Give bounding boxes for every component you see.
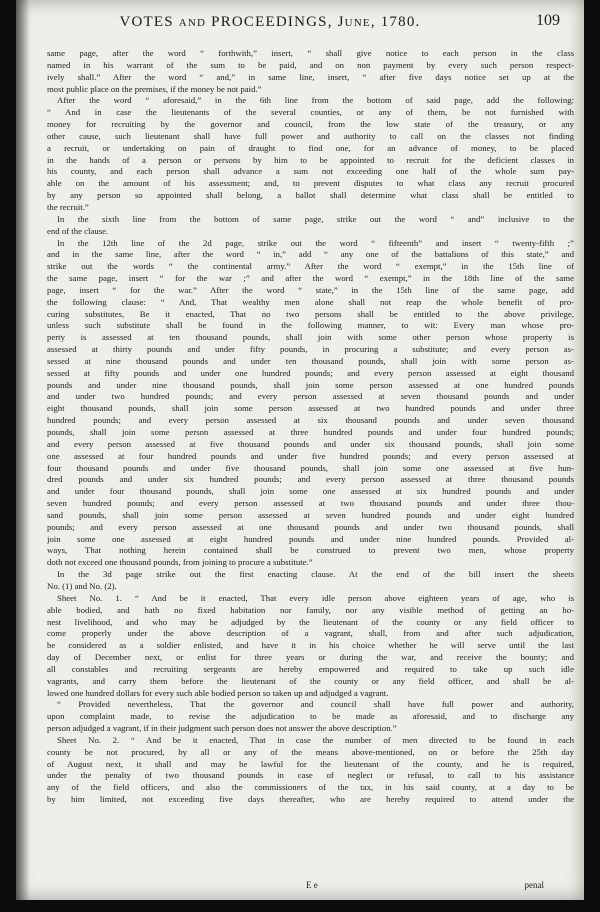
binding-shadow — [16, 0, 30, 900]
text-line: other cause, such lieutenant shall have full power and authority to call on the classes not finding — [47, 130, 574, 141]
text-line: pounds and under nine thousand pounds, shall join some person assessed at one hundred pounds — [47, 379, 574, 390]
text-line: Sheet No. 1. “ And be it enacted, That every idle person above eighteen years of age, who is — [57, 592, 574, 603]
text-line: “ And in case the lieutenants of the several counties, or any of them, be not furnished with — [47, 107, 574, 118]
text-line: curing substitutes, Be it enacted, That no two persons shall be entitled to the above privilege, — [47, 308, 574, 319]
text-line: by any person so appointed shall belong, a ballot shall determine what class shall be entitled to — [47, 190, 574, 201]
text-line: dred pounds and under six hundred pounds; and every person assessed at three thousand pounds — [47, 474, 574, 485]
text-line: nest livelihood, and who may be adjudged by the lieutenant of the county or any field officer to — [47, 616, 574, 627]
text-line: In the 12th line of the 2d page, strike out the word “ fifteenth” and insert “ twenty-fifth ;” — [57, 237, 574, 248]
page-number: 109 — [536, 12, 560, 29]
text-line: most public place on the premises, if the money be not paid.” — [47, 83, 262, 94]
text-line: day of December next, or enlist for three years or during the war, and receive the bounty; and — [47, 652, 574, 663]
text-line: vagrants, and carry them before the lieutenant of the county or any field officer, and shall be al- — [47, 675, 574, 686]
text-line: After the word “ aforesaid,” in the 6th line from the bottom of said page, add the following: — [57, 95, 574, 106]
text-line: able on the amount of his assessment; and, to prevent disputes to what class any recruit procured — [47, 178, 574, 189]
text-line: upon complaint made, to revise the adjudication to be made as aforesaid, and to discharge any — [47, 711, 574, 722]
text-line: able bodied, and hath no fixed habitation nor family, nor any visible method of getting an ho- — [47, 604, 574, 615]
text-line: same page, after the word “ forthwith,” insert, “ shall give notice to each person in the class — [47, 48, 574, 58]
text-line: In the 3d page strike out the first enacting clause. At the end of the bill insert the sheets — [57, 569, 574, 580]
text-line: by him limited, not exceeding five days thereafter, who are hereby required to attend under the — [47, 794, 574, 805]
text-line: any of the field officers, and also the commissioners of the tax, in his said county, at a day to be — [47, 782, 574, 793]
text-line: sessed at fifty pounds and under one hundred pounds; and every person assessed at eight thousand — [47, 367, 574, 378]
text-line: and under two hundred pounds; and every person assessed at seven thousand pounds and under — [47, 391, 574, 402]
text-line: his county, and each person shall advance a sum not exceeding one half of the whole sum pay- — [47, 166, 574, 177]
running-head: VOTES and PROCEEDINGS, June, 1780. — [119, 14, 421, 30]
text-line: four thousand pounds and under five thousand pounds, shall join some one assessed at five hun- — [47, 462, 574, 473]
text-line: a recruit, or undertaking on pain of draught to find one, for an advance of money, to be placed — [47, 142, 574, 153]
text-line: in the hands of a person or persons by him to be appointed to recruit for the deficient classes in — [47, 154, 574, 165]
text-line: under the penalty of two thousand pounds in case of neglect or refusal, to call to his assistance — [47, 770, 574, 781]
text-line: hundred pounds; and every person assessed at six thousand pounds and under seven thousand — [47, 415, 574, 426]
text-line: person adjudged a vagrant, if in their judgment such person does not answer the above description.” — [47, 723, 397, 734]
text-line: eight thousand pounds, shall join some person assessed at two hundred pounds and under three — [47, 403, 574, 414]
text-line: pounds; and every person assessed at one thousand pounds and under two thousand pounds, shall — [47, 521, 574, 532]
text-line: named in his warrant of the sum to be paid, and on non payment by every such person respect- — [47, 59, 574, 70]
text-line: all constables and recruiting sergeants are hereby empowered and required to take up such idle — [47, 663, 574, 674]
text-line: end of the clause. — [47, 225, 109, 236]
text-line: perty is assessed at ten thousand pounds, shall join with some other person whose property is — [47, 332, 574, 343]
text-line: Sheet No. 2. “ And be it enacted, That in case the number of men directed to be found in each — [57, 734, 574, 745]
text-line: and under four thousand pounds, shall join some one assessed at six hundred pounds and under — [47, 486, 574, 497]
text-line: join some one assessed at eight hundred pounds and under nine hundred pounds. Provided al- — [47, 533, 574, 544]
catchword: penal — [524, 880, 544, 890]
text-line: seven hundred pounds; and every person assessed at two thousand pounds and under three thou- — [47, 498, 574, 509]
page-header — [60, 14, 560, 42]
text-line: ively shall.” After the word “ and,” in same line, insert, “ after five days notice set up at the — [47, 71, 574, 82]
text-line: sand pounds, shall join some person assessed at seven hundred pounds and under eight hundred — [47, 509, 574, 520]
text-line: money for recruiting by the governor and council, from the low state of the treasury, or any — [47, 119, 574, 130]
text-line: doth not exceed one thousand pounds, from joining to procure a substitute.” — [47, 557, 313, 568]
text-line: pounds, shall join some person assessed at three hundred pounds and under four hundred pounds; — [47, 427, 574, 437]
page-footer — [60, 880, 560, 894]
body-text — [47, 48, 574, 818]
text-line: be considered as a soldier enlisted, and have it in his choice whether he will serve until the last — [47, 640, 574, 651]
text-line: “ Provided nevertheless, That the governor and council shall have full power and authority, — [57, 699, 574, 710]
text-line: No. (1) and No. (2). — [47, 580, 117, 591]
text-line: one assessed at four hundred pounds and under five hundred pounds; and every person assessed at — [47, 450, 574, 461]
text-line: the same page, insert “ for the war ;” and after the word “ exempt,” in the 18th line of the same — [47, 273, 574, 284]
text-line: and every person assessed at five thousand pounds and under six thousand pounds, shall join some — [47, 438, 574, 449]
text-line: ways, That nothing herein contained shall be construed to prevent two men, whose property — [47, 545, 574, 556]
text-line: page, insert “ for the war.” After the word “ state,” in the 15th line of the same page, add — [47, 284, 574, 295]
text-line: come properly under the above description of a vagrant, shall, from and after such adjudication, — [47, 628, 574, 639]
text-line: assessed at thirty pounds and under fifty pounds, in procuring a substitute; and every person as- — [47, 344, 574, 355]
text-line: and in the same line, after the word “ in,” add “ any one of the battalions of this state,” and — [47, 249, 574, 260]
text-line: lowed one hundred dollars for every such able bodied person so taken up and adjudged a vagrant. — [47, 687, 389, 698]
text-line: In the sixth line from the bottom of same page, strike out the word “ and” inclusive to the — [57, 213, 574, 224]
signature-mark: E e — [306, 880, 318, 890]
text-line: of August next, it shall and may be lawful for the lieutenant of the county, and he is required, — [47, 758, 574, 769]
text-line: sessed at nine thousand pounds and under ten thousand pounds, shall join with some person as- — [47, 355, 574, 366]
text-line: strike out the words “ the continental army.” After the word “ exempt,” in the 15th line of — [47, 261, 574, 272]
text-line: the following clause: “ And, That wealthy men alone shall not reap the whole benefit of pro- — [47, 296, 574, 307]
text-line: county be not procured, by all or any of the means above-mentioned, on or before the 25th day — [47, 746, 574, 757]
text-line: unless such substitute shall be found in the following manner, to wit: Every man whose pro- — [47, 320, 574, 331]
text-line: the recruit.” — [47, 201, 89, 212]
